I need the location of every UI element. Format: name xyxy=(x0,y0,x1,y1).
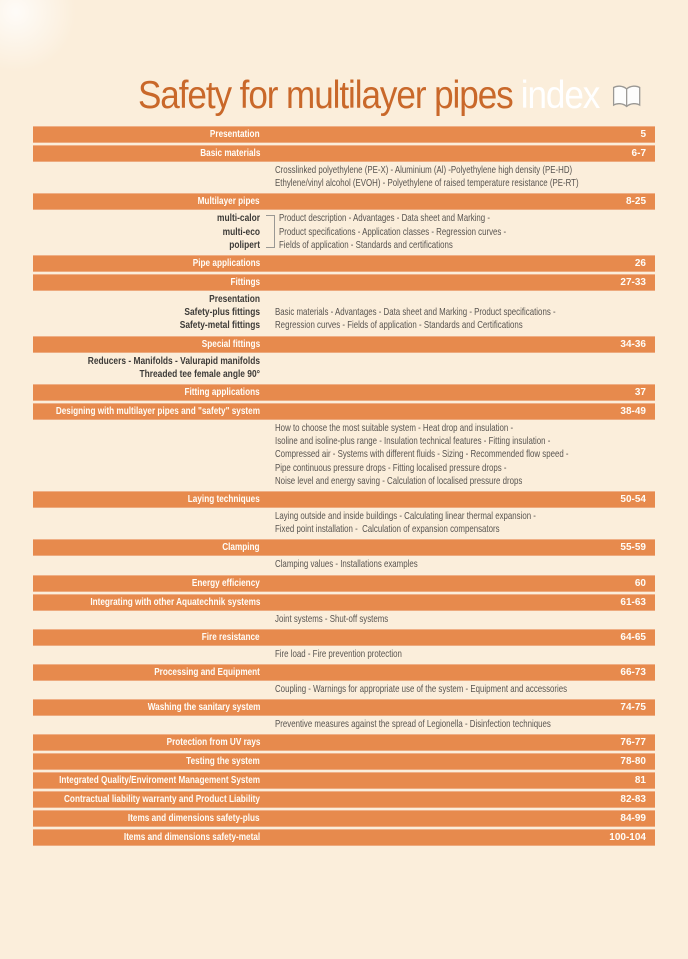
toc-entry-label: Testing the system xyxy=(186,756,260,768)
toc-detail-descriptions xyxy=(275,293,649,333)
toc-entry-title-zone xyxy=(33,148,260,159)
toc-detail-description-line: Noise level and energy saving - Calculation of localised pressure drops xyxy=(275,474,523,487)
toc-entry-title-zone xyxy=(33,578,260,589)
toc-detail-labels xyxy=(33,355,260,381)
toc-detail-labels xyxy=(33,293,260,333)
toc-entry-pages: 60 xyxy=(634,577,646,589)
toc-entry-title-zone xyxy=(33,667,260,678)
toc-entry-title-zone xyxy=(33,756,260,767)
toc-detail-block xyxy=(33,422,655,488)
toc-entry-title-zone xyxy=(33,775,260,786)
toc-detail-labels xyxy=(33,718,260,731)
toc-entry-bar[interactable] xyxy=(33,403,655,420)
toc-detail-description-line: Fields of application - Standards and certifications xyxy=(279,238,453,251)
toc-detail-description-line: Joint systems - Shut-off systems xyxy=(275,612,389,625)
toc-entry-label: Laying techniques xyxy=(188,494,260,506)
toc-entry-pages: 55-59 xyxy=(620,542,646,554)
toc-entry-bar[interactable] xyxy=(33,255,655,272)
toc-detail-labels xyxy=(33,683,260,696)
toc-entry-label: Basic materials xyxy=(199,148,260,159)
toc-entry-pages: 27-33 xyxy=(620,277,646,289)
toc-detail-description-line: Fixed point installation - Calculation of expansion compensators xyxy=(275,523,500,536)
index-label: index xyxy=(521,74,600,117)
toc-entry-bar[interactable] xyxy=(33,772,655,789)
toc-entry-title-zone xyxy=(33,406,260,417)
toc-entry-bar[interactable] xyxy=(33,629,655,646)
toc-detail-description-line: Pipe continuous pressure drops - Fitting localised pressure drops - xyxy=(275,461,507,474)
toc-entry-pages: 5 xyxy=(640,129,646,140)
toc-entry-label: Washing the sanitary system xyxy=(147,702,260,714)
toc-detail-labels xyxy=(33,212,260,252)
toc-detail-description-line: Basic materials - Advantages - Data sheet and Marking - Product specifications - xyxy=(275,306,556,319)
toc-entry-title-zone xyxy=(33,813,260,824)
toc-detail-block xyxy=(33,355,655,381)
toc-entry-pages: 38-49 xyxy=(620,406,646,418)
toc-entry-title-zone xyxy=(33,494,260,505)
toc-entry-pages: 84-99 xyxy=(620,813,646,825)
toc-detail-labels xyxy=(33,422,260,488)
toc-detail-label: multi-eco xyxy=(222,225,260,238)
toc-entry-bar[interactable] xyxy=(33,274,655,291)
toc-entry-bar[interactable] xyxy=(33,491,655,508)
page-title: Safety for multilayer pipes xyxy=(138,74,514,117)
toc-entry-bar[interactable] xyxy=(33,384,655,401)
toc-entry-label: Clamping xyxy=(222,542,260,554)
toc-entry-pages: 81 xyxy=(634,775,646,787)
group-bracket xyxy=(266,215,275,248)
toc-entry-pages: 64-65 xyxy=(620,631,646,643)
toc-entry-label: Contractual liability warranty and Product Liability xyxy=(64,794,260,806)
toc-detail-block xyxy=(33,683,655,696)
toc-entry-bar[interactable] xyxy=(33,699,655,716)
toc-entry-title-zone xyxy=(33,277,260,288)
toc-detail-description-line: Ethylene/vinyl alcohol (EVOH) - Polyethylene of raised temperature resistance (PE-RT) xyxy=(275,177,579,190)
toc-entry-label: Presentation xyxy=(210,129,260,140)
toc-detail-labels xyxy=(33,510,260,536)
toc-entry-bar[interactable] xyxy=(33,336,655,353)
toc-entry-label: Energy efficiency xyxy=(192,577,260,589)
toc-entry-pages: 76-77 xyxy=(620,737,646,749)
toc-entry-bar[interactable] xyxy=(33,539,655,556)
toc-entry-pages: 50-54 xyxy=(620,494,646,506)
toc-detail-block xyxy=(33,718,655,731)
toc-detail-block xyxy=(33,648,655,661)
toc-entry-pages: 26 xyxy=(634,258,646,270)
toc-entry-pages: 37 xyxy=(634,387,646,399)
toc-entry-label: Integrating with other Aquatechnik systems xyxy=(89,596,260,608)
toc-detail-label: Safety-metal fittings xyxy=(179,319,260,332)
toc xyxy=(33,126,655,846)
toc-detail-description-line: Product specifications - Application classes - Regression curves - xyxy=(279,225,507,238)
toc-entry-pages: 8-25 xyxy=(625,196,646,208)
toc-entry-title-zone xyxy=(33,832,260,843)
toc-detail-descriptions xyxy=(275,718,643,731)
toc-detail-description-line: How to choose the most suitable system - Heat drop and insulation - xyxy=(275,422,514,435)
toc-detail-descriptions xyxy=(275,613,426,626)
toc-entry-bar[interactable] xyxy=(33,810,655,827)
toc-detail-description-line: Product description - Advantages - Data sheet and Marking - xyxy=(279,212,490,225)
toc-entry-pages: 74-75 xyxy=(620,702,646,714)
toc-detail-description-line: Fire load - Fire prevention protection xyxy=(275,647,402,660)
toc-detail-descriptions xyxy=(275,164,680,190)
toc-entry-bar[interactable] xyxy=(33,594,655,611)
toc-entry-label: Integrated Quality/Enviroment Management System xyxy=(59,775,260,787)
toc-entry-label: Designing with multilayer pipes and "safety" system xyxy=(55,406,260,418)
toc-detail-descriptions xyxy=(275,648,444,661)
toc-entry-pages: 34-36 xyxy=(620,338,646,350)
toc-entry-label: Items and dimensions safety-plus xyxy=(128,813,260,825)
toc-entry-bar[interactable] xyxy=(33,126,655,143)
toc-entry-bar[interactable] xyxy=(33,753,655,770)
toc-entry-pages: 66-73 xyxy=(620,667,646,679)
toc-entry-pages: 61-63 xyxy=(620,596,646,608)
toc-entry-label: Items and dimensions safety-metal xyxy=(123,832,260,844)
toc-detail-block xyxy=(33,164,655,190)
toc-detail-label: polipert xyxy=(229,238,260,251)
toc-entry-title-zone xyxy=(33,737,260,748)
toc-detail-descriptions xyxy=(275,558,465,571)
toc-detail-block xyxy=(33,613,655,626)
toc-entry-label: Fittings xyxy=(230,277,260,289)
toc-detail-description-line: Compressed air - Systems with different fluids - Sizing - Recommended flow speed - xyxy=(275,448,569,461)
toc-detail-label: multi-calor xyxy=(217,212,260,225)
toc-detail-label: Safety-plus fittings xyxy=(184,306,260,319)
toc-entry-label: Special fittings xyxy=(201,338,260,350)
toc-detail-descriptions xyxy=(275,422,666,488)
toc-entry-title-zone xyxy=(33,632,260,643)
toc-entry-bar[interactable] xyxy=(33,145,655,162)
page-header xyxy=(0,0,688,118)
toc-entry-bar[interactable] xyxy=(33,575,655,592)
open-book-icon xyxy=(611,84,642,115)
toc-detail-label: Presentation xyxy=(209,293,260,306)
toc-entry-title-zone xyxy=(33,794,260,805)
toc-entry-title-zone xyxy=(33,702,260,713)
toc-entry-pages: 6-7 xyxy=(631,148,646,159)
toc-entry-title-zone xyxy=(33,258,260,269)
toc-entry-label: Multilayer pipes xyxy=(198,196,260,208)
toc-entry-label: Fitting applications xyxy=(184,387,260,399)
toc-entry-title-zone xyxy=(33,196,260,207)
toc-detail-labels xyxy=(33,164,260,190)
toc-entry-bar[interactable] xyxy=(33,193,655,210)
toc-entry-pages: 100-104 xyxy=(609,832,646,844)
toc-entry-bar[interactable] xyxy=(33,664,655,681)
toc-detail-description-line: Isoline and isoline-plus range - Insulation technical features - Fitting insulation - xyxy=(275,435,551,448)
toc-detail-block xyxy=(33,558,655,571)
toc-entry-label: Processing and Equipment xyxy=(154,667,260,679)
toc-entry-title-zone xyxy=(33,129,260,140)
toc-entry-bar[interactable] xyxy=(33,829,655,846)
toc-detail-descriptions xyxy=(275,683,664,696)
toc-entry-label: Pipe applications xyxy=(192,258,260,270)
toc-entry-bar[interactable] xyxy=(33,791,655,808)
toc-entry-label: Fire resistance xyxy=(202,631,260,643)
toc-detail-block xyxy=(33,293,655,333)
toc-entry-title-zone xyxy=(33,542,260,553)
toc-detail-description-line: Regression curves - Fields of application - Standards and Certifications xyxy=(275,319,523,332)
toc-detail-labels xyxy=(33,613,260,626)
toc-detail-descriptions xyxy=(279,212,582,252)
toc-detail-descriptions xyxy=(275,510,623,536)
toc-detail-description-line: Laying outside and inside buildings - Calculating linear thermal expansion - xyxy=(275,510,536,523)
toc-entry-bar[interactable] xyxy=(33,734,655,751)
toc-detail-description-line: Coupling - Warnings for appropriate use of the system - Equipment and accessories xyxy=(275,683,568,696)
toc-detail-description-line: Crosslinked polyethylene (PE-X) - Aluminium (Al) -Polyethylene high density (PE-HD) xyxy=(275,164,573,176)
toc-entry-title-zone xyxy=(33,597,260,608)
toc-detail-block xyxy=(33,510,655,536)
toc-entry-pages: 78-80 xyxy=(620,756,646,768)
toc-entry-title-zone xyxy=(33,339,260,350)
toc-entry-pages: 82-83 xyxy=(620,794,646,806)
toc-detail-label: Threaded tee female angle 90° xyxy=(139,367,260,380)
toc-detail-description-line: Preventive measures against the spread of Legionella - Disinfection techniques xyxy=(275,718,551,731)
toc-entry-label: Protection from UV rays xyxy=(166,737,260,749)
toc-entry-title-zone xyxy=(33,387,260,398)
toc-detail-labels xyxy=(33,648,260,661)
toc-detail-labels xyxy=(33,558,260,571)
toc-detail-label: Reducers - Manifolds - Valurapid manifolds xyxy=(87,354,260,367)
toc-detail-block xyxy=(33,212,655,252)
toc-detail-description-line: Clamping values - Installations examples xyxy=(275,558,418,571)
